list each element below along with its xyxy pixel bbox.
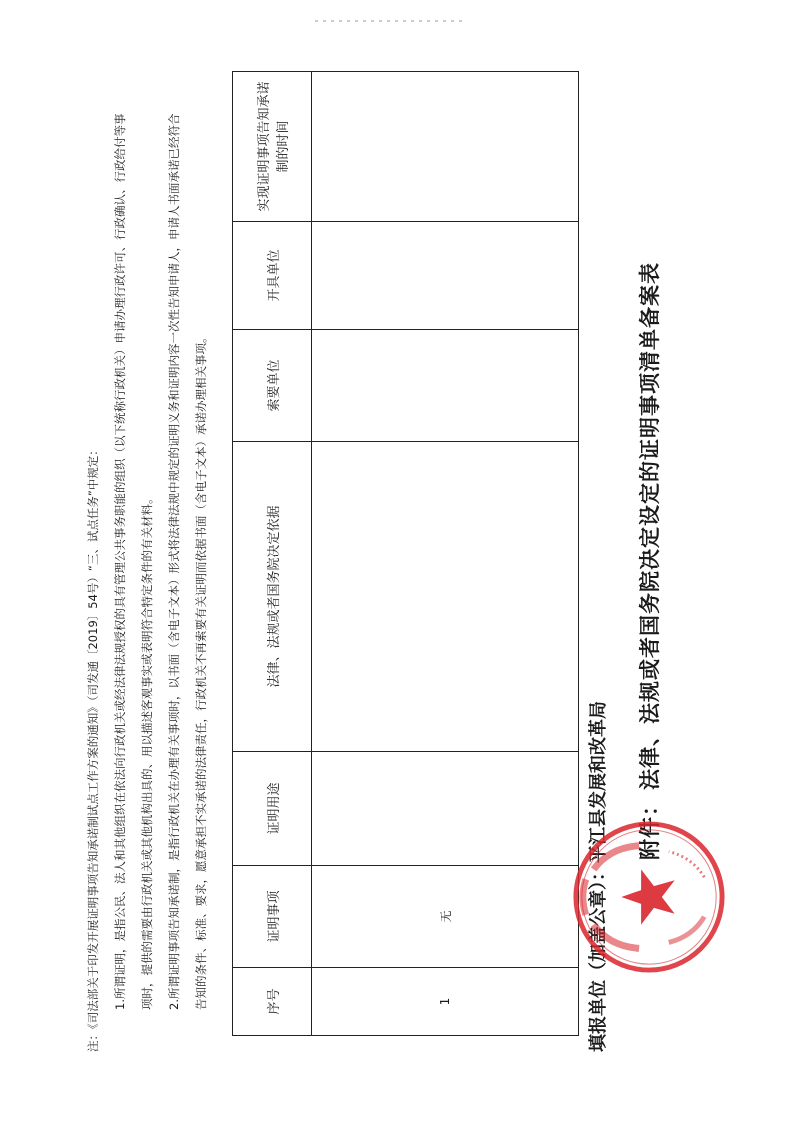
header-cell: 证明事项: [233, 866, 312, 968]
table-row: [312, 72, 579, 1036]
filler-unit: 平江县发展和改革局: [588, 701, 609, 863]
table-cell: [312, 222, 579, 330]
table-header-row: [233, 72, 312, 1036]
filler-label: 填报单位（加盖公章）：: [588, 863, 609, 1052]
header-cell: 索要单位: [233, 330, 312, 442]
header-cell: 序号: [233, 968, 312, 1036]
title-text: 法律、法规或者国务院决定设定的证明事项清单备案表: [637, 262, 662, 790]
table-cell: [312, 752, 579, 866]
table-cell: [312, 442, 579, 752]
header-cell: 实现证明事项告知承诺制的时间: [233, 72, 312, 222]
note-line: 1.所谓证明，是指公民、法人和其他组织在依法向行政机关或经法律法规授权的具有管理公共事务职能的组织（以下统称行政机关）申请办理行政许可、行政确认、行政给付等事: [113, 113, 127, 1010]
margin-mark-icon: [315, 12, 465, 30]
header-cell: 开具单位: [233, 222, 312, 330]
record-table: [232, 71, 579, 1036]
official-seal-icon: [570, 818, 728, 976]
table-cell: 1: [312, 968, 579, 1036]
table-cell: 无: [312, 866, 579, 968]
attachment-label: 附件：: [637, 794, 662, 860]
table-cell: [312, 72, 579, 222]
header-cell: 法律、法规或者国务院决定依据: [233, 442, 312, 752]
note-line: 项时，提供的需要由行政机关或其他机构出具的、用以描述客观事实或表明符合特定条件的有关材料。: [140, 492, 154, 1010]
table-cell: [312, 330, 579, 442]
note-line: 注：《司法部关于印发开展证明事项告知承诺制试点工作方案的通知》（司发通〔2019〕54号）“三、试点任务”中规定：: [86, 444, 100, 1052]
note-line: 告知的条件、标准、要求，愿意承担不实承诺的法律责任，行政机关不再索要有关证明而依据书面（含电子文本）承诺办理相关事项。: [194, 331, 208, 1010]
header-cell: 证明用途: [233, 752, 312, 866]
notes-section: [80, 52, 215, 1052]
note-line: 2.所谓证明事项告知承诺制，是指行政机关在办理有关事项时，以书面（含电子文本）形式将法律法规中规定的证明义务和证明内容一次性告知申请人，申请人书面承诺已经符合: [167, 113, 181, 1010]
